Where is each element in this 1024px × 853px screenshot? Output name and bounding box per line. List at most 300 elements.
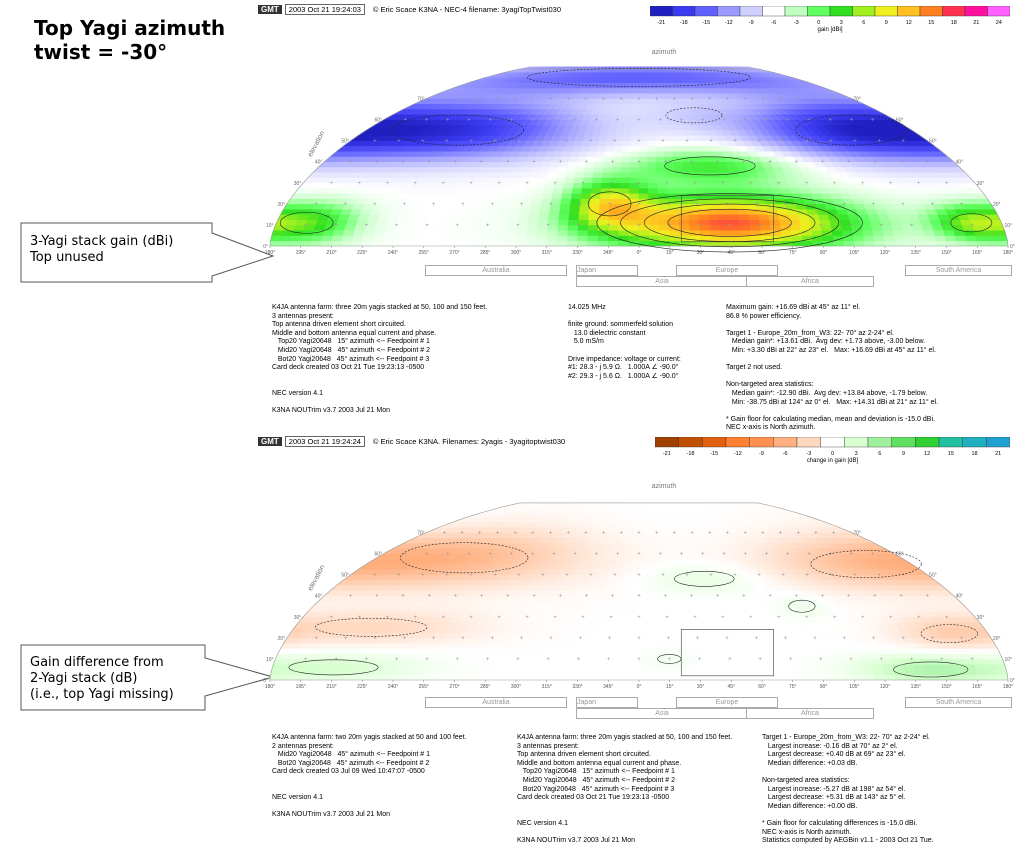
plot2-cell [595, 596, 605, 601]
plot1-cell [686, 188, 696, 193]
plot1-cell [520, 209, 531, 214]
plot1-cell [730, 230, 741, 235]
plot2-cell [782, 669, 793, 674]
plot2-cell [883, 664, 894, 669]
plot1-grid-mark: + [777, 180, 781, 187]
plot2-colorbar-tick-label: -6 [782, 451, 788, 457]
plot1-grid-mark: + [493, 138, 497, 145]
plot2-cell [630, 601, 639, 606]
plot1-cell [425, 230, 436, 235]
plot2-cell [708, 643, 719, 648]
plot1-grid-mark: + [506, 159, 510, 166]
plot2-cell [600, 564, 609, 569]
plot1-az-tick: 0° [636, 250, 642, 256]
plot1-cell [736, 199, 747, 204]
plot2-cell [733, 622, 744, 627]
plot2-cell [944, 664, 956, 669]
plot2-cell [282, 664, 294, 669]
plot2-cell [648, 601, 657, 606]
plot2-cell [619, 654, 629, 659]
plot1-cell [504, 193, 515, 198]
plot2-cell [662, 564, 670, 569]
plot1-cell [561, 199, 571, 204]
plot2-cell [706, 627, 716, 632]
plot2-cell [770, 659, 781, 664]
plot2-cell [414, 675, 425, 680]
plot2-cell [393, 669, 404, 674]
plot1-cell [312, 235, 323, 240]
plot2-cell [613, 585, 622, 590]
plot2-cell [777, 643, 788, 648]
plot2-cell [648, 611, 657, 616]
plot2-cell [700, 664, 710, 669]
plot2-cell [639, 664, 649, 669]
plot2-cell [609, 643, 619, 648]
plot2-cell [383, 669, 394, 674]
plot2-cell [687, 627, 697, 632]
plot1-cell [763, 193, 774, 198]
plot1-cell [270, 241, 281, 246]
plot2-cell [588, 585, 597, 590]
plot2-cell [594, 559, 603, 564]
plot1-cell [364, 230, 375, 235]
plot2-cell [404, 669, 415, 674]
plot2-cell [737, 638, 748, 643]
plot1-cell [565, 172, 575, 177]
plot2-cell [647, 564, 655, 569]
plot2-cell [588, 675, 598, 680]
plot2-cell [659, 664, 669, 669]
plot1-grid-mark: + [849, 222, 853, 229]
plot1-cell [556, 172, 566, 177]
plot1-cell [656, 151, 665, 156]
plot2-cell [579, 643, 589, 648]
plot2-cell [563, 617, 573, 622]
plot2-cell [362, 675, 373, 680]
plot1-az-tick: 315° [541, 250, 552, 256]
plot1-cell [434, 241, 445, 246]
plot2-cell [569, 643, 579, 648]
plot1-grid-mark: + [970, 222, 974, 229]
plot2-cell [701, 601, 711, 606]
plot2-cell [424, 675, 435, 680]
plot1-cell [700, 235, 710, 240]
plot2-colorbar-swatch [868, 437, 892, 447]
plot2-cell [676, 611, 686, 616]
plot1-cell [602, 120, 610, 125]
plot1-region-australia: Australia [425, 265, 567, 276]
plot1-cell [966, 241, 977, 246]
plot2-cell [711, 606, 721, 611]
plot1-grid-mark: + [373, 201, 377, 208]
plot2-cell [649, 633, 659, 638]
plot1-cell [589, 146, 598, 151]
plot2-colorbar-tick-label: -3 [806, 451, 812, 457]
plot1-grid-mark: + [343, 201, 348, 208]
plot2-cell [622, 590, 631, 595]
plot1-grid-mark: + [901, 138, 905, 145]
plot1-el-tick-left: 70° [417, 96, 425, 103]
plot1-az-tick: 75° [788, 250, 797, 256]
plot2-cell [677, 627, 687, 632]
plot2-cell [342, 675, 353, 680]
plot1-cell [612, 167, 621, 172]
plot1-cell [321, 241, 332, 246]
plot2-cell [564, 611, 574, 616]
plot1-cell [612, 109, 620, 114]
plot1-cell [647, 151, 656, 156]
plot1-grid-mark: + [781, 138, 785, 145]
plot1-cell [424, 235, 435, 240]
plot1-cell [602, 172, 612, 177]
plot2-cell [833, 675, 844, 680]
plot1-cell [944, 230, 956, 235]
plot1-grid-mark: + [401, 159, 405, 166]
plot1-cell [374, 230, 385, 235]
plot1-cell [936, 241, 947, 246]
plot1-cell [620, 177, 629, 182]
plot2-cell [496, 664, 507, 669]
plot2-cell [445, 664, 456, 669]
plot1-cell [996, 235, 1007, 240]
plot1-grid-mark: + [548, 96, 553, 103]
plot1-grid-mark: + [925, 159, 930, 166]
plot1-cell [599, 214, 609, 219]
plot1-cell [639, 104, 646, 109]
plot1-cell [769, 220, 780, 225]
plot2-cell [987, 675, 998, 680]
plot1-cell [620, 188, 630, 193]
plot2-cell [527, 659, 538, 664]
plot1-cell [629, 235, 639, 240]
plot1-grid-mark: + [453, 159, 458, 166]
plot1-cell [624, 125, 632, 130]
plot2-cell [593, 606, 603, 611]
plot2-cell [510, 643, 521, 648]
plot2-cell [538, 606, 549, 611]
plot2-cell [629, 643, 639, 648]
plot2-cell [669, 648, 679, 653]
plot1-cell [460, 209, 471, 214]
plot2-cell [480, 643, 491, 648]
plot2-cell [471, 638, 482, 643]
plot2-cell [517, 664, 528, 669]
plot2-cell [926, 675, 937, 680]
plot2-cell [437, 654, 448, 659]
plot1-cell [645, 104, 652, 109]
plot1-cell [613, 151, 622, 156]
plot2-cell [679, 648, 689, 653]
plot2-cell [609, 648, 619, 653]
plot2-cell [280, 675, 291, 680]
plot1-az-tick: 150° [941, 250, 952, 256]
plot1-colorbar-swatch [988, 6, 1011, 16]
plot2-colorbar-tick-label: 3 [854, 451, 858, 457]
plot1-grid-mark: + [611, 159, 615, 166]
plot2-cell [384, 664, 395, 669]
plot1-grid-mark: + [558, 159, 563, 166]
plot1-colorbar-swatch [830, 6, 853, 16]
plot2-cell [425, 664, 436, 669]
plot2-cell [719, 648, 730, 653]
plot1-el-tick-right: 60° [895, 117, 904, 124]
plot2-cell [735, 627, 746, 632]
plot2-cell [693, 606, 703, 611]
plot2-cell [569, 590, 579, 595]
plot1-cell [471, 204, 482, 209]
plot1-az-tick: 90° [819, 250, 828, 256]
plot2-cell [323, 664, 335, 669]
plot1-cell [621, 167, 630, 172]
plot1-cell [619, 214, 629, 219]
plot1-colorbar-tick-label: 12 [905, 20, 912, 26]
plot1-cell [601, 125, 610, 130]
plot2-cell [669, 664, 679, 669]
plot2-cell [292, 664, 304, 669]
plot1-cell [414, 241, 425, 246]
plot2-cell [658, 622, 668, 627]
plot2-cell [633, 522, 639, 527]
plot2-cell [485, 675, 495, 680]
plot2-header [258, 436, 565, 447]
plot2-cell [803, 675, 814, 680]
plot1-cell [639, 172, 648, 177]
plot1-cell [592, 130, 601, 135]
plot1-cell [704, 183, 714, 188]
plot1-cell [883, 230, 894, 235]
plot1-grid-mark: + [833, 180, 837, 187]
plot2-cell [699, 648, 709, 653]
plot2-cell [291, 675, 302, 680]
plot1-grid-mark: + [424, 117, 429, 124]
plot2-cell [466, 659, 477, 664]
plot2-cell [654, 564, 662, 569]
plot2-cell [639, 522, 645, 527]
plot2-cell [793, 675, 803, 680]
plot1-grid-mark: + [573, 117, 578, 124]
plot2-cell [629, 669, 639, 674]
plot2-colorbar-tick-label: -15 [710, 451, 719, 457]
plot1-cell [440, 209, 452, 214]
plot2-cell [710, 664, 721, 669]
plot1-cell [709, 214, 720, 219]
plot2-colorbar-tick-label: 9 [901, 451, 906, 457]
plot1-cell [480, 209, 491, 214]
plot1-cell [608, 230, 618, 235]
plot2-cell [977, 675, 988, 680]
plot2-cell [787, 643, 798, 648]
plot1-cell [559, 214, 570, 219]
plot1-cell [301, 235, 312, 240]
plot2-cell [771, 664, 782, 669]
plot1-grid-mark: + [708, 96, 712, 103]
plot1-cell [373, 241, 384, 246]
plot2-cell [731, 611, 742, 616]
plot1-grid-mark: + [619, 96, 624, 103]
plot1-cell [628, 88, 634, 93]
plot2-cell [801, 659, 812, 664]
plot2-cell [506, 664, 517, 669]
plot1-cell [648, 162, 657, 167]
plot2-cell [853, 669, 864, 674]
plot2-cell [935, 669, 946, 674]
plot1-cell [530, 204, 541, 209]
plot1-cell [630, 172, 639, 177]
plot1-cell [777, 209, 788, 214]
plot2-cell [627, 532, 634, 537]
plot2-cell [667, 622, 677, 627]
plot1-cell [496, 230, 507, 235]
plot1-el-tick-left: 50° [341, 138, 349, 145]
plot1-cell [770, 225, 781, 230]
plot2-cell [716, 627, 727, 632]
plot1-cell [579, 214, 589, 219]
plot2-cell [502, 633, 513, 638]
plot1-elevation-label: elevation [307, 130, 327, 159]
plot1-cell [479, 214, 490, 219]
plot2-cell [688, 643, 698, 648]
plot2-cell [581, 627, 591, 632]
plot1-grid-mark: + [525, 180, 529, 187]
plot2-cell [619, 543, 626, 548]
plot1-cell [619, 109, 626, 114]
plot2-cell [568, 664, 578, 669]
plot1-cell [884, 235, 895, 240]
plot2-cell [848, 648, 860, 653]
plot1-cell [352, 235, 363, 240]
plot1-grid-mark: + [667, 222, 672, 229]
plot1-grid-mark: + [877, 138, 881, 145]
plot2-cell [678, 633, 688, 638]
plot2-cell [591, 622, 601, 627]
plot1-cell [923, 230, 934, 235]
plot1-grid-mark: + [581, 180, 585, 187]
plot2-cell [428, 648, 440, 653]
plot1-cell [718, 209, 729, 214]
plot2-cell [415, 664, 426, 669]
plot2-cell [658, 627, 668, 632]
plot1-cell [383, 235, 394, 240]
plot2-cell [639, 643, 649, 648]
plot2-cell [590, 633, 600, 638]
plot2-cell [509, 648, 520, 653]
plot2-cell [515, 622, 526, 627]
plot2-cell [639, 564, 647, 569]
plot1-cell [639, 83, 644, 88]
plot2-cell [601, 622, 611, 627]
plot2-cell [639, 585, 648, 590]
plot1-el-tick-left: 40° [314, 159, 323, 166]
plot2-cell [677, 622, 687, 627]
plot1-cell [468, 214, 479, 219]
plot1-grid-mark: + [783, 201, 788, 208]
plot1-cell [530, 209, 541, 214]
plot1-cell [666, 172, 676, 177]
plot2-cell [654, 559, 662, 564]
plot2-cell [788, 648, 799, 653]
plot1-colorbar-swatch [875, 6, 898, 16]
plot1-grid-mark: + [594, 117, 599, 124]
plot2-colorbar-label: change in gain [dB] [806, 458, 859, 464]
plot2-cell [739, 654, 750, 659]
plot2-cell [639, 669, 649, 674]
plot2-cell [709, 648, 720, 653]
plot2-cell [611, 606, 620, 611]
plot1-cell [752, 188, 763, 193]
plot2-cell [632, 543, 639, 548]
plot1-cell [719, 214, 730, 219]
plot2-cell [605, 580, 614, 585]
plot2-cell [632, 538, 639, 543]
plot1-cell [639, 109, 646, 114]
plot1-cell [516, 235, 527, 240]
plot2-cell [936, 675, 947, 680]
plot2-cell [619, 664, 629, 669]
plot1-cell [629, 241, 639, 246]
plot1-cell [913, 230, 924, 235]
plot2-cell [807, 643, 818, 648]
plot2-cell [592, 611, 602, 616]
plot1-grid-mark: + [899, 159, 903, 166]
plot1-cell [672, 146, 681, 151]
plot2-cell [678, 638, 688, 643]
plot1-cell [500, 209, 511, 214]
plot2-cell [438, 648, 449, 653]
plot1-cell [581, 193, 591, 198]
plot1-cell [393, 241, 404, 246]
plot1-cell [639, 146, 647, 151]
plot1-cell [893, 230, 904, 235]
plot2-cell [598, 669, 608, 674]
plot1-cell [588, 241, 598, 246]
plot2-cell [782, 675, 792, 680]
plot1-cell [832, 230, 843, 235]
plot1-cell [434, 235, 445, 240]
plot2-cell [843, 669, 854, 674]
plot2-cell [730, 664, 741, 669]
plot1-cell [486, 230, 497, 235]
plot2-cell [675, 601, 685, 606]
plot2-cell [639, 543, 646, 548]
plot2-cell [657, 601, 666, 606]
plot2-cell [673, 590, 682, 595]
plot2-cell [436, 659, 447, 664]
plot1-az-tick: 285° [480, 250, 491, 256]
plot1-colorbar-swatch [718, 6, 741, 16]
plot1-cell [997, 241, 1008, 246]
callout-text-1: 3-Yagi stack gain (dBi) Top unused [30, 234, 174, 265]
plot1-el-tick-right: 30° [976, 180, 985, 187]
plot2-cell [700, 596, 710, 601]
plot1-grid-mark: + [794, 159, 799, 166]
plot2-cell [623, 569, 631, 574]
plot1-cell [679, 214, 689, 219]
plot2-cell [624, 554, 632, 559]
plot2-cell [645, 538, 652, 543]
plot2-colorbar-swatch [963, 437, 987, 447]
plot2-cell [470, 643, 481, 648]
plot2-cell [639, 517, 644, 522]
plot2-cell [589, 654, 599, 659]
plot1-cell [510, 209, 521, 214]
plot2-cell [752, 622, 763, 627]
plot1-cell [676, 177, 686, 182]
plot1-cell [470, 209, 481, 214]
plot1-grid-mark: + [445, 138, 449, 145]
plot2-cell [557, 669, 567, 674]
plot1-cell [585, 167, 595, 172]
plot2-cell [569, 648, 579, 653]
